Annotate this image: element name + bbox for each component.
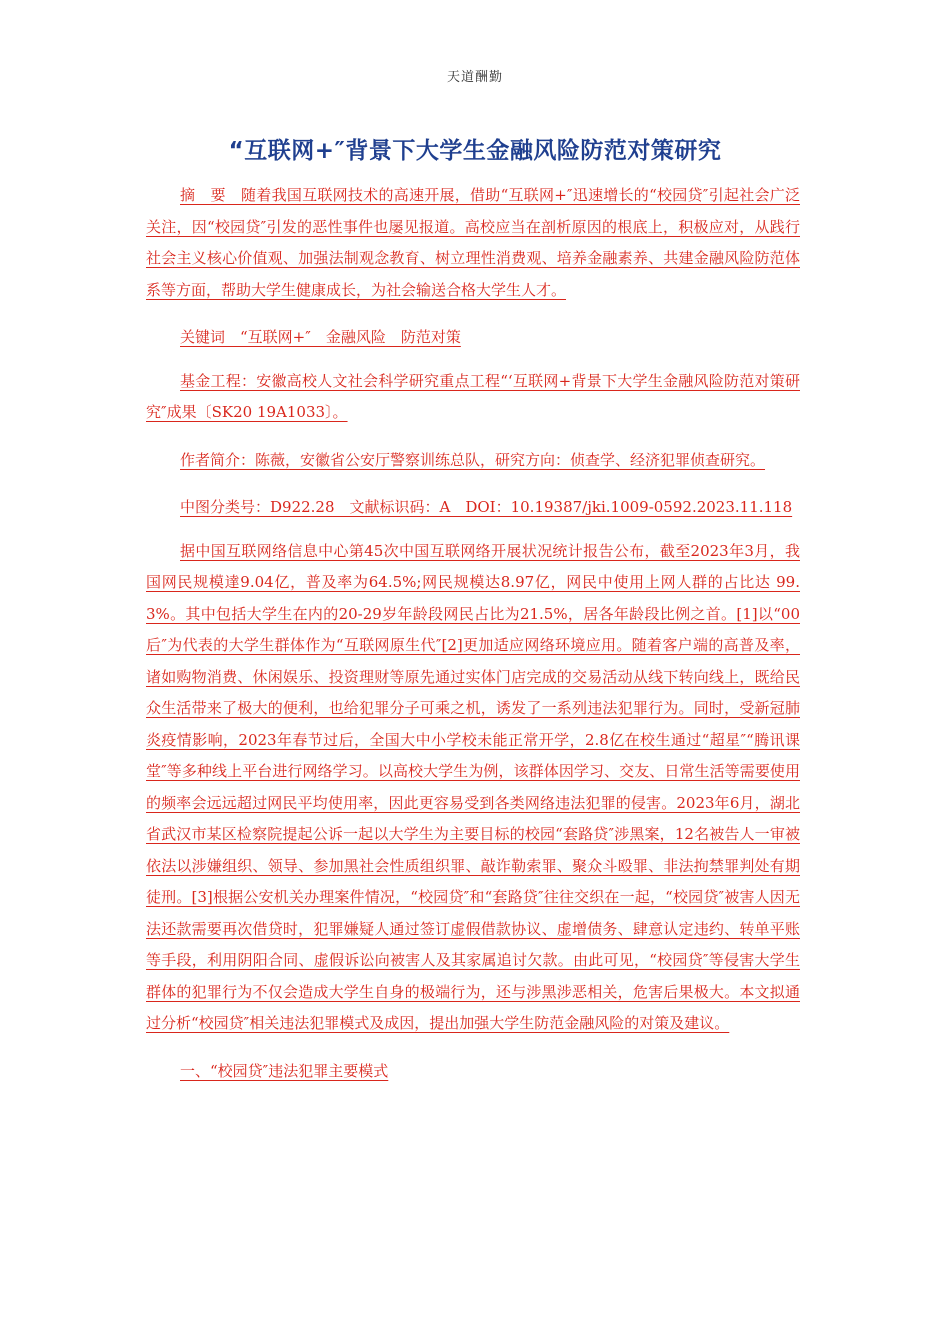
document-title: “互联网+″背景下大学生金融风险防范对策研究 [228,138,722,164]
body-paragraph: 据中国互联网络信息中心第45次中国互联网络开展状况统计报告公布，截至2023年3月，我国网民规模達9.04亿，普及率为64.5%;网民规模达8.97亿，网民中使用上网人群的占比达 99.3%。其中包括大学生在内的20-29岁年龄段网民占比为21.5%，居各年龄段比例之首。[1]以“00后″为代表的大学生群体作为“互联网原生代″[2]更加适应网络环境应用。随着客户端的高普及率，诸如购物消费、休闲娱乐、投资理财等原先通过实体门店完成的交易活动从线下转向线上，既给民众生活带来了极大的便利，也给犯罪分子可乘之机，诱发了一系列违法犯罪行为。同时，受新冠肺炎疫情影响，2023年春节过后，全国大中小学校未能正常开学，2.8亿在校生通过“超星″“腾讯课堂″等多种线上平台进行网络学习。以高校大学生为例，该群体因学习、交友、日常生活等需要使用的频率会远远超过网民平均使用率，因此更容易受到各类网络违法犯罪的侵害。2023年6月，湖北省武汉市某区检察院提起公诉一起以大学生为主要目标的校园“套路贷″涉黑案，12名被告人一审被依法以涉嫌组织、领导、参加黑社会性质组织罪、敲诈勒索罪、聚众斗殴罪、非法拘禁罪判处有期徒刑。[3]根据公安机关办理案件情况，“校园贷″和“套路贷″往往交织在一起，“校园贷″被害人因无法还款需要再次借贷时，犯罪嫌疑人通过签订虚假借款协议、虚增债务、肆意认定违约、转单平账等手段，利用阴阳合同、虚假诉讼向被害人及其家属追讨欠款。由此可见，“校园贷″等侵害大学生群体的犯罪行为不仅会造成大学生自身的极端行为，还与涉黑涉恶相关，危害后果极大。本文拟通过分析“校园贷″相关违法犯罪模式及成因，提出加强大学生防范金融风险的对策及建议。 [146,541,800,1032]
document-body [146,180,800,1087]
section-heading: 一、“校园贷″违法犯罪主要模式 [180,1061,389,1080]
author-paragraph: 作者简介：陈薇，安徽省公安厅警察训练总队，研究方向：侦查学、经济犯罪侦查研究。 [180,450,766,469]
fund-paragraph: 基金工程：安徽高校人文社会科学研究重点工程“‘互联网+背景下大学生金融风险防范对策研究″成果〔SK20 19A1033〕。 [146,371,800,421]
classification-paragraph: 中图分类号：D922.28 文献标识码：A DOI：10.19387/jki.1009-0592.2023.11.118 [180,498,793,516]
abstract-paragraph: 摘 要 随着我国互联网技术的高速开展，借助“互联网+″迅速增长的“校园贷″引起社会广泛关注，因“校园贷″引发的恶性事件也屡见报道。高校应当在剖析原因的根底上，积极应对，从践行社会主义核心价值观、加强法制观念教育、树立理性消费观、培养金融素养、共建金融风险防范体系等方面，帮助大学生健康成长，为社会输送合格大学生人才。 [146,186,800,299]
page-header: 天道酬勤 [446,70,503,85]
keywords-paragraph: 关键词 “互联网+″ 金融风险 防范对策 [180,328,461,346]
